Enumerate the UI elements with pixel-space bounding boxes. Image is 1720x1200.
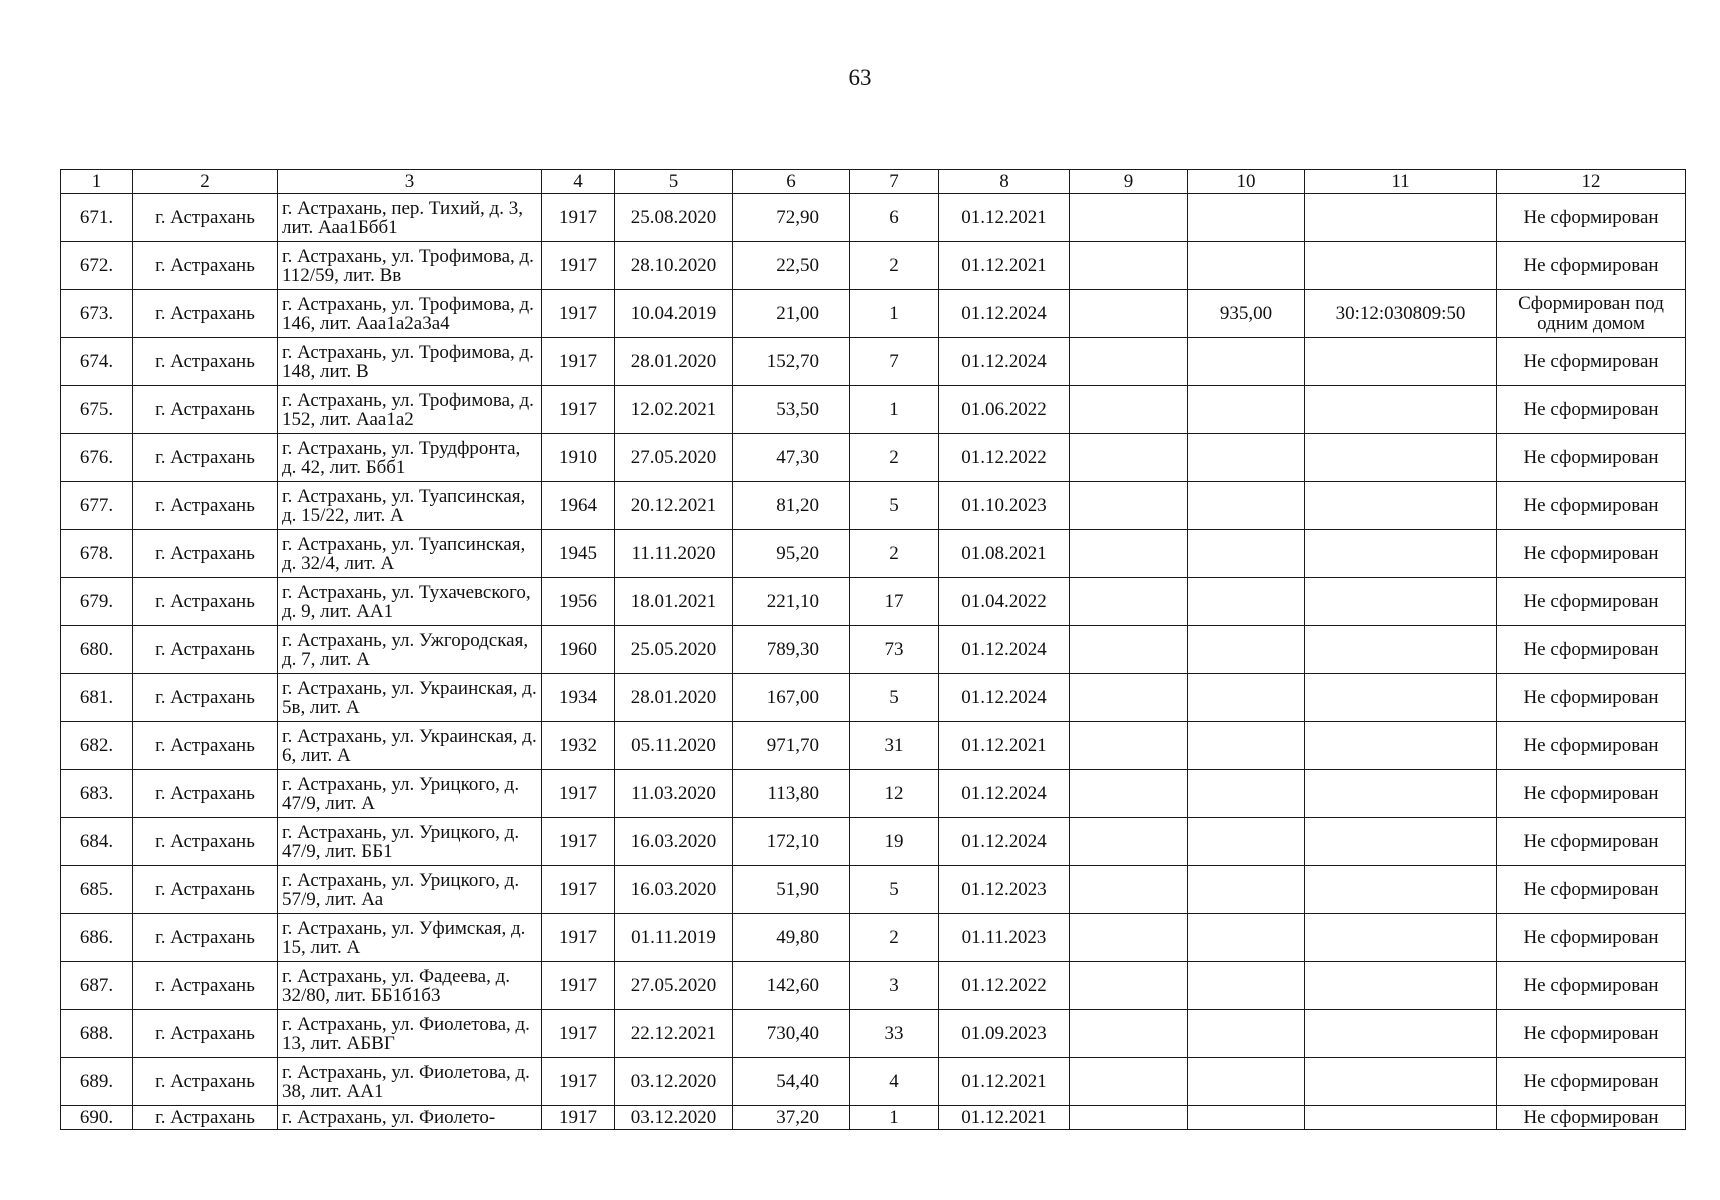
date-cell: 10.04.2019: [615, 290, 733, 338]
cadastral-number-cell: [1305, 338, 1497, 386]
city-cell: г. Астрахань: [133, 914, 278, 962]
date-cell: 11.03.2020: [615, 770, 733, 818]
column-header: 2: [133, 170, 278, 194]
year-cell: 1917: [542, 770, 615, 818]
deadline-cell: 01.12.2024: [939, 626, 1070, 674]
table-row: [61, 626, 1686, 674]
row-number: 683.: [61, 770, 133, 818]
table-row: [61, 242, 1686, 290]
column-10-cell: [1188, 578, 1305, 626]
row-number: 687.: [61, 962, 133, 1010]
count-cell: 6: [850, 194, 939, 242]
area-cell: 53,50: [733, 386, 850, 434]
column-9-cell: [1070, 434, 1188, 482]
city-cell: г. Астрахань: [133, 818, 278, 866]
cadastral-number-cell: [1305, 194, 1497, 242]
table-row: [61, 1058, 1686, 1106]
column-10-cell: [1188, 194, 1305, 242]
date-cell: 28.10.2020: [615, 242, 733, 290]
deadline-cell: 01.12.2024: [939, 674, 1070, 722]
count-cell: 2: [850, 914, 939, 962]
address-cell: г. Астрахань, ул. Тухачевского, д. 9, лит. АА1: [278, 578, 542, 626]
city-cell: г. Астрахань: [133, 482, 278, 530]
column-9-cell: [1070, 482, 1188, 530]
status-cell: Не сформирован: [1497, 818, 1686, 866]
deadline-cell: 01.11.2023: [939, 914, 1070, 962]
cadastral-number-cell: [1305, 578, 1497, 626]
count-cell: 33: [850, 1010, 939, 1058]
year-cell: 1917: [542, 1058, 615, 1106]
cadastral-number-cell: [1305, 1010, 1497, 1058]
status-cell: Не сформирован: [1497, 722, 1686, 770]
count-cell: 7: [850, 338, 939, 386]
cadastral-number-cell: [1305, 770, 1497, 818]
cadastral-number-cell: [1305, 386, 1497, 434]
count-cell: 5: [850, 674, 939, 722]
year-cell: 1932: [542, 722, 615, 770]
cadastral-number-cell: [1305, 626, 1497, 674]
count-cell: 1: [850, 1106, 939, 1130]
date-cell: 11.11.2020: [615, 530, 733, 578]
area-cell: 789,30: [733, 626, 850, 674]
status-cell: Не сформирован: [1497, 674, 1686, 722]
column-header: 1: [61, 170, 133, 194]
cadastral-number-cell: [1305, 242, 1497, 290]
count-cell: 12: [850, 770, 939, 818]
column-header: 4: [542, 170, 615, 194]
column-10-cell: [1188, 722, 1305, 770]
address-cell: г. Астрахань, ул. Украинская, д. 6, лит. А: [278, 722, 542, 770]
area-cell: 167,00: [733, 674, 850, 722]
status-cell: Не сформирован: [1497, 962, 1686, 1010]
status-cell: Не сформирован: [1497, 530, 1686, 578]
column-9-cell: [1070, 626, 1188, 674]
city-cell: г. Астрахань: [133, 242, 278, 290]
area-cell: 49,80: [733, 914, 850, 962]
city-cell: г. Астрахань: [133, 626, 278, 674]
address-cell: г. Астрахань, ул. Фадеева, д. 32/80, лит. ББ1б1б3: [278, 962, 542, 1010]
table-row: [61, 914, 1686, 962]
address-cell: г. Астрахань, ул. Трофимова, д. 148, лит. В: [278, 338, 542, 386]
column-9-cell: [1070, 674, 1188, 722]
address-cell: г. Астрахань, ул. Туапсинская, д. 15/22, лит. А: [278, 482, 542, 530]
city-cell: г. Астрахань: [133, 194, 278, 242]
row-number: 688.: [61, 1010, 133, 1058]
city-cell: г. Астрахань: [133, 578, 278, 626]
date-cell: 22.12.2021: [615, 1010, 733, 1058]
cadastral-number-cell: [1305, 530, 1497, 578]
year-cell: 1917: [542, 194, 615, 242]
deadline-cell: 01.09.2023: [939, 1010, 1070, 1058]
year-cell: 1917: [542, 866, 615, 914]
status-cell: Не сформирован: [1497, 866, 1686, 914]
row-number: 689.: [61, 1058, 133, 1106]
column-9-cell: [1070, 338, 1188, 386]
cadastral-number-cell: [1305, 1106, 1497, 1130]
area-cell: 54,40: [733, 1058, 850, 1106]
area-cell: 730,40: [733, 1010, 850, 1058]
year-cell: 1934: [542, 674, 615, 722]
table-row: [61, 194, 1686, 242]
table-row: [61, 722, 1686, 770]
area-cell: 22,50: [733, 242, 850, 290]
cadastral-number-cell: [1305, 866, 1497, 914]
row-number: 681.: [61, 674, 133, 722]
status-cell: Сформирован под одним домом: [1497, 290, 1686, 338]
deadline-cell: 01.12.2024: [939, 338, 1070, 386]
column-9-cell: [1070, 242, 1188, 290]
year-cell: 1917: [542, 242, 615, 290]
area-cell: 81,20: [733, 482, 850, 530]
status-cell: Не сформирован: [1497, 1106, 1686, 1130]
row-number: 673.: [61, 290, 133, 338]
area-cell: 152,70: [733, 338, 850, 386]
column-10-cell: [1188, 866, 1305, 914]
deadline-cell: 01.12.2024: [939, 818, 1070, 866]
deadline-cell: 01.04.2022: [939, 578, 1070, 626]
column-10-cell: [1188, 674, 1305, 722]
count-cell: 4: [850, 1058, 939, 1106]
table-row: [61, 482, 1686, 530]
status-cell: Не сформирован: [1497, 482, 1686, 530]
column-header: 11: [1305, 170, 1497, 194]
year-cell: 1917: [542, 962, 615, 1010]
count-cell: 5: [850, 866, 939, 914]
cadastral-number-cell: [1305, 434, 1497, 482]
deadline-cell: 01.12.2024: [939, 290, 1070, 338]
deadline-cell: 01.12.2022: [939, 434, 1070, 482]
row-number: 676.: [61, 434, 133, 482]
deadline-cell: 01.06.2022: [939, 386, 1070, 434]
area-cell: 72,90: [733, 194, 850, 242]
year-cell: 1917: [542, 818, 615, 866]
column-header: 10: [1188, 170, 1305, 194]
table-row: [61, 434, 1686, 482]
city-cell: г. Астрахань: [133, 722, 278, 770]
table-row: [61, 530, 1686, 578]
city-cell: г. Астрахань: [133, 1058, 278, 1106]
date-cell: 20.12.2021: [615, 482, 733, 530]
column-10-cell: [1188, 1106, 1305, 1130]
city-cell: г. Астрахань: [133, 770, 278, 818]
area-cell: 95,20: [733, 530, 850, 578]
address-cell: г. Астрахань, ул. Урицкого, д. 47/9, лит. А: [278, 770, 542, 818]
column-header: 3: [278, 170, 542, 194]
year-cell: 1917: [542, 914, 615, 962]
row-number: 677.: [61, 482, 133, 530]
count-cell: 1: [850, 386, 939, 434]
city-cell: г. Астрахань: [133, 1106, 278, 1130]
row-number: 671.: [61, 194, 133, 242]
city-cell: г. Астрахань: [133, 386, 278, 434]
area-cell: 47,30: [733, 434, 850, 482]
table-row: [61, 290, 1686, 338]
status-cell: Не сформирован: [1497, 914, 1686, 962]
address-cell: г. Астрахань, ул. Трофимова, д. 146, лит. Ааа1а2а3а4: [278, 290, 542, 338]
year-cell: 1917: [542, 1106, 615, 1130]
deadline-cell: 01.08.2021: [939, 530, 1070, 578]
year-cell: 1917: [542, 290, 615, 338]
column-header: 9: [1070, 170, 1188, 194]
count-cell: 73: [850, 626, 939, 674]
address-cell: г. Астрахань, ул. Фиолето-: [278, 1106, 542, 1130]
deadline-cell: 01.10.2023: [939, 482, 1070, 530]
column-10-cell: [1188, 914, 1305, 962]
address-cell: г. Астрахань, ул. Урицкого, д. 57/9, лит. Аа: [278, 866, 542, 914]
status-cell: Не сформирован: [1497, 194, 1686, 242]
city-cell: г. Астрахань: [133, 962, 278, 1010]
column-9-cell: [1070, 1058, 1188, 1106]
year-cell: 1917: [542, 1010, 615, 1058]
column-9-cell: [1070, 386, 1188, 434]
status-cell: Не сформирован: [1497, 770, 1686, 818]
area-cell: 51,90: [733, 866, 850, 914]
column-header: 5: [615, 170, 733, 194]
row-number: 684.: [61, 818, 133, 866]
year-cell: 1910: [542, 434, 615, 482]
column-9-cell: [1070, 194, 1188, 242]
column-10-cell: [1188, 530, 1305, 578]
cadastral-number-cell: [1305, 482, 1497, 530]
area-cell: 142,60: [733, 962, 850, 1010]
row-number: 675.: [61, 386, 133, 434]
area-cell: 172,10: [733, 818, 850, 866]
row-number: 679.: [61, 578, 133, 626]
deadline-cell: 01.12.2021: [939, 1058, 1070, 1106]
deadline-cell: 01.12.2021: [939, 1106, 1070, 1130]
column-header: 8: [939, 170, 1070, 194]
date-cell: 28.01.2020: [615, 338, 733, 386]
date-cell: 28.01.2020: [615, 674, 733, 722]
table-body: [61, 194, 1686, 1130]
column-10-cell: [1188, 1058, 1305, 1106]
count-cell: 5: [850, 482, 939, 530]
table-row: [61, 386, 1686, 434]
address-cell: г. Астрахань, ул. Украинская, д. 5в, лит. А: [278, 674, 542, 722]
address-cell: г. Астрахань, ул. Фиолетова, д. 38, лит. АА1: [278, 1058, 542, 1106]
date-cell: 27.05.2020: [615, 962, 733, 1010]
cadastral-number-cell: [1305, 722, 1497, 770]
table-row: [61, 818, 1686, 866]
city-cell: г. Астрахань: [133, 290, 278, 338]
status-cell: Не сформирован: [1497, 242, 1686, 290]
cadastral-number-cell: 30:12:030809:50: [1305, 290, 1497, 338]
housing-registry-table: [60, 169, 1686, 1130]
deadline-cell: 01.12.2021: [939, 242, 1070, 290]
date-cell: 25.05.2020: [615, 626, 733, 674]
date-cell: 03.12.2020: [615, 1106, 733, 1130]
column-9-cell: [1070, 290, 1188, 338]
date-cell: 05.11.2020: [615, 722, 733, 770]
address-cell: г. Астрахань, ул. Трофимова, д. 112/59, лит. Вв: [278, 242, 542, 290]
count-cell: 2: [850, 530, 939, 578]
table-row: [61, 338, 1686, 386]
area-cell: 113,80: [733, 770, 850, 818]
year-cell: 1917: [542, 338, 615, 386]
address-cell: г. Астрахань, пер. Тихий, д. 3, лит. Ааа1Ббб1: [278, 194, 542, 242]
status-cell: Не сформирован: [1497, 386, 1686, 434]
year-cell: 1917: [542, 386, 615, 434]
city-cell: г. Астрахань: [133, 530, 278, 578]
status-cell: Не сформирован: [1497, 626, 1686, 674]
deadline-cell: 01.12.2022: [939, 962, 1070, 1010]
address-cell: г. Астрахань, ул. Трофимова, д. 152, лит. Ааа1а2: [278, 386, 542, 434]
row-number: 686.: [61, 914, 133, 962]
column-header: 6: [733, 170, 850, 194]
date-cell: 16.03.2020: [615, 818, 733, 866]
city-cell: г. Астрахань: [133, 674, 278, 722]
column-9-cell: [1070, 722, 1188, 770]
column-10-cell: [1188, 242, 1305, 290]
year-cell: 1964: [542, 482, 615, 530]
count-cell: 2: [850, 434, 939, 482]
table-row: [61, 1010, 1686, 1058]
date-cell: 01.11.2019: [615, 914, 733, 962]
year-cell: 1956: [542, 578, 615, 626]
area-cell: 21,00: [733, 290, 850, 338]
column-10-cell: [1188, 770, 1305, 818]
page-number: 63: [848, 65, 872, 90]
area-cell: 37,20: [733, 1106, 850, 1130]
address-cell: г. Астрахань, ул. Уфимская, д. 15, лит. А: [278, 914, 542, 962]
column-9-cell: [1070, 962, 1188, 1010]
status-cell: Не сформирован: [1497, 1010, 1686, 1058]
area-cell: 221,10: [733, 578, 850, 626]
cadastral-number-cell: [1305, 914, 1497, 962]
status-cell: Не сформирован: [1497, 1058, 1686, 1106]
row-number: 682.: [61, 722, 133, 770]
city-cell: г. Астрахань: [133, 434, 278, 482]
date-cell: 18.01.2021: [615, 578, 733, 626]
year-cell: 1945: [542, 530, 615, 578]
deadline-cell: 01.12.2021: [939, 194, 1070, 242]
column-9-cell: [1070, 578, 1188, 626]
address-cell: г. Астрахань, ул. Фиолетова, д. 13, лит. АБВГ: [278, 1010, 542, 1058]
address-cell: г. Астрахань, ул. Ужгородская, д. 7, лит. А: [278, 626, 542, 674]
deadline-cell: 01.12.2024: [939, 770, 1070, 818]
column-number-row: [61, 170, 1686, 194]
address-cell: г. Астрахань, ул. Урицкого, д. 47/9, лит. ББ1: [278, 818, 542, 866]
table-row: [61, 866, 1686, 914]
column-10-cell: [1188, 626, 1305, 674]
cadastral-number-cell: [1305, 818, 1497, 866]
cadastral-number-cell: [1305, 962, 1497, 1010]
date-cell: 16.03.2020: [615, 866, 733, 914]
city-cell: г. Астрахань: [133, 866, 278, 914]
column-10-cell: [1188, 482, 1305, 530]
column-10-cell: 935,00: [1188, 290, 1305, 338]
count-cell: 3: [850, 962, 939, 1010]
date-cell: 12.02.2021: [615, 386, 733, 434]
column-10-cell: [1188, 434, 1305, 482]
count-cell: 17: [850, 578, 939, 626]
table-row: [61, 578, 1686, 626]
count-cell: 19: [850, 818, 939, 866]
column-9-cell: [1070, 1010, 1188, 1058]
date-cell: 27.05.2020: [615, 434, 733, 482]
cadastral-number-cell: [1305, 1058, 1497, 1106]
cadastral-number-cell: [1305, 674, 1497, 722]
year-cell: 1960: [542, 626, 615, 674]
deadline-cell: 01.12.2021: [939, 722, 1070, 770]
table-row: [61, 674, 1686, 722]
area-cell: 971,70: [733, 722, 850, 770]
date-cell: 03.12.2020: [615, 1058, 733, 1106]
column-9-cell: [1070, 866, 1188, 914]
address-cell: г. Астрахань, ул. Туапсинская, д. 32/4, лит. А: [278, 530, 542, 578]
column-10-cell: [1188, 386, 1305, 434]
count-cell: 1: [850, 290, 939, 338]
address-cell: г. Астрахань, ул. Трудфронта, д. 42, лит. Ббб1: [278, 434, 542, 482]
column-9-cell: [1070, 914, 1188, 962]
status-cell: Не сформирован: [1497, 578, 1686, 626]
city-cell: г. Астрахань: [133, 338, 278, 386]
row-number: 674.: [61, 338, 133, 386]
status-cell: Не сформирован: [1497, 434, 1686, 482]
row-number: 690.: [61, 1106, 133, 1130]
date-cell: 25.08.2020: [615, 194, 733, 242]
status-cell: Не сформирован: [1497, 338, 1686, 386]
row-number: 672.: [61, 242, 133, 290]
column-header: 12: [1497, 170, 1686, 194]
table-row: [61, 770, 1686, 818]
column-9-cell: [1070, 1106, 1188, 1130]
deadline-cell: 01.12.2023: [939, 866, 1070, 914]
column-9-cell: [1070, 770, 1188, 818]
column-header: 7: [850, 170, 939, 194]
column-10-cell: [1188, 818, 1305, 866]
table-row: [61, 962, 1686, 1010]
row-number: 680.: [61, 626, 133, 674]
column-10-cell: [1188, 1010, 1305, 1058]
row-number: 685.: [61, 866, 133, 914]
column-10-cell: [1188, 962, 1305, 1010]
column-9-cell: [1070, 530, 1188, 578]
city-cell: г. Астрахань: [133, 1010, 278, 1058]
row-number: 678.: [61, 530, 133, 578]
table-row: [61, 1106, 1686, 1130]
count-cell: 2: [850, 242, 939, 290]
column-9-cell: [1070, 818, 1188, 866]
count-cell: 31: [850, 722, 939, 770]
column-10-cell: [1188, 338, 1305, 386]
